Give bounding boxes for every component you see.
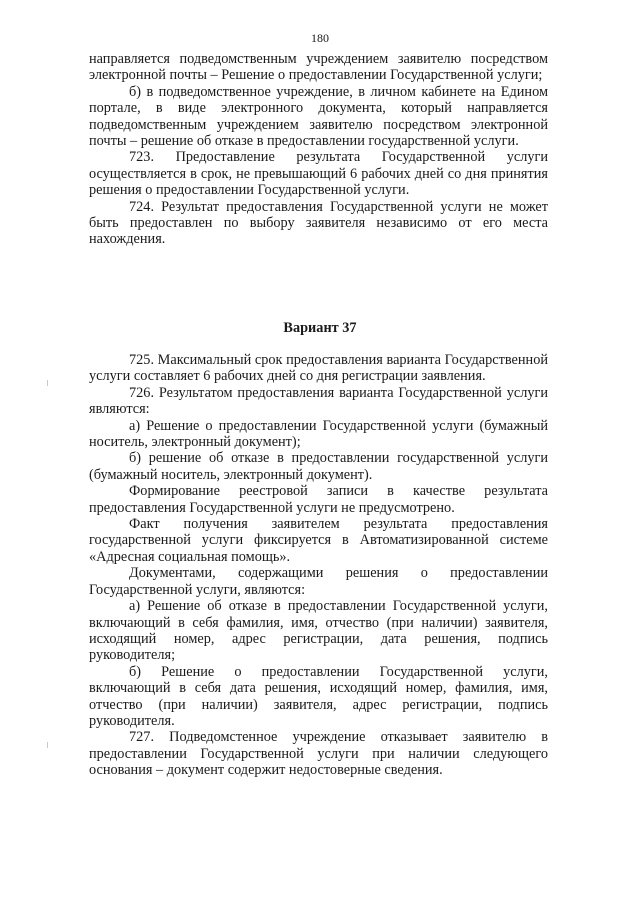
page-number: 180: [311, 31, 329, 45]
paragraph: Документами, содержащими решения о предоставлении Государственной услуги, являются:: [89, 565, 548, 598]
paragraph: 723. Предоставление результата Государственной услуги осуществляется в срок, не превышающий 6 рабочих дней со дня принятия решения о предоставлении Государственной услуги.: [89, 149, 548, 199]
paragraph: б) в подведомственное учреждение, в личном кабинете на Едином портале, в виде электронного документа, который направляется подведомственным учреждением заявителю посредством электронной почты – решение об отказе в предоставлении государственной услуги.: [89, 83, 548, 150]
paragraph: Формирование реестровой записи в качестве результата предоставления Государственной услуги не предусмотрено.: [89, 483, 548, 516]
paragraph: направляется подведомственным учреждением заявителю посредством электронной почты – Решение о предоставлении Государственной услуги;: [89, 51, 548, 84]
paragraph: а) Решение об отказе в предоставлении Государственной услуги, включающий в себя фамилия, имя, отчество (при наличии) заявителя, исходящий номер, адрес регистрации, дата решения, подпись руководителя;: [89, 598, 548, 664]
paragraph: б) решение об отказе в предоставлении государственной услуги (бумажный носитель, электронный документ).: [89, 450, 548, 483]
paragraph: 726. Результатом предоставления варианта Государственной услуги являются:: [89, 384, 548, 418]
scan-mark: [47, 380, 48, 386]
paragraph: б) Решение о предоставлении Государственной услуги, включающий в себя дата решения, исходящий номер, фамилия, имя, отчество (при наличии) заявителя, адрес регистрации, подпись руководителя.: [89, 663, 548, 729]
paragraph: Факт получения заявителем результата предоставления государственной услуги фиксируется в Автоматизированной системе «Адресная социальная помощь».: [89, 516, 548, 565]
paragraph: а) Решение о предоставлении Государственной услуги (бумажный носитель, электронный документ);: [89, 417, 548, 451]
section-heading: Вариант 37: [283, 320, 357, 336]
scan-mark: [47, 742, 48, 748]
paragraph: 724. Результат предоставления Государственной услуги не может быть предоставлен по выбору заявителя независимо от его места нахождения.: [89, 198, 548, 248]
text-block-bottom: [89, 352, 548, 779]
paragraph: 725. Максимальный срок предоставления варианта Государственной услуги составляет 6 рабочих дней со дня регистрации заявления.: [89, 352, 548, 385]
paragraph: 727. Подведомстенное учреждение отказывает заявителю в предоставлении Государственной услуги при наличии следующего основания – документ содержит недостоверные сведения.: [89, 729, 548, 779]
text-block-top: [89, 51, 548, 248]
